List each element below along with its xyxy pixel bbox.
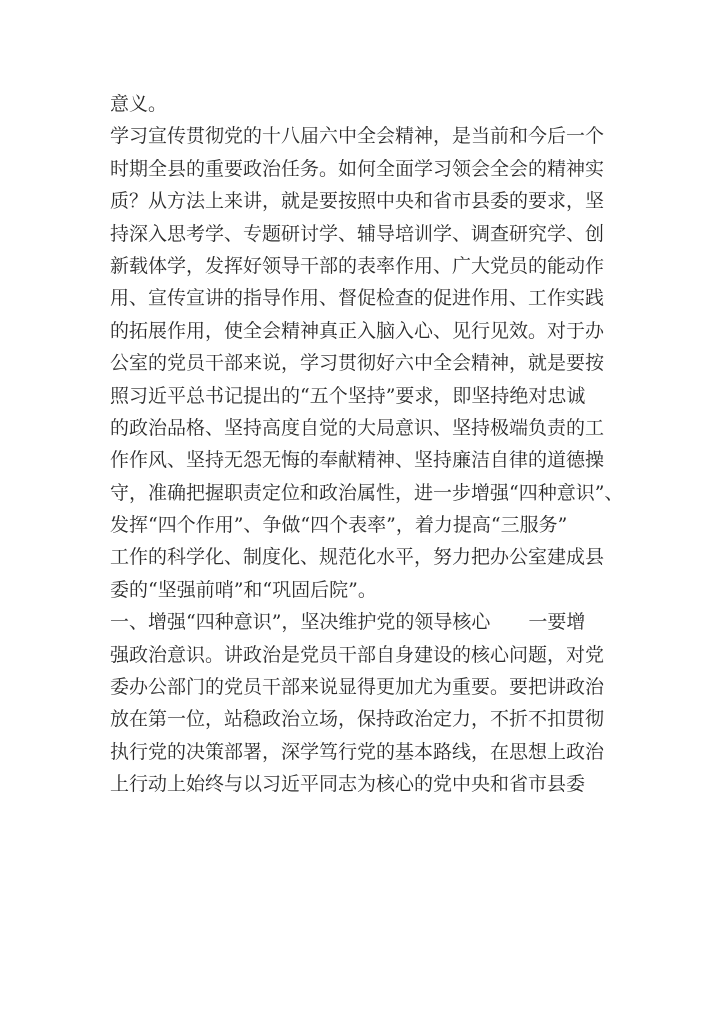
- text-line: 质？从方法上来讲，就是要按照中央和省市县委的要求，坚: [110, 190, 605, 213]
- text-line: 强政治意识。讲政治是党员干部自身建设的核心问题，对党: [110, 643, 605, 666]
- section-heading-line: 一、增强“四种意识”，坚决维护党的领导核心 一要增: [110, 611, 586, 634]
- text-line: 用、宣传宣讲的指导作用、督促检查的促进作用、工作实践: [110, 287, 605, 310]
- text-line: 放在第一位，站稳政治立场，保持政治定力，不折不扣贯彻: [110, 708, 605, 731]
- text-line: 执行党的决策部署，深学笃行党的基本路线，在思想上政治: [110, 740, 605, 763]
- text-line: 意义。: [110, 93, 168, 115]
- text-line: 照习近平总书记提出的“五个坚持”要求，即坚持绝对忠诚: [110, 384, 586, 407]
- text-line: 作作风、坚持无怨无悔的奉献精神、坚持廉洁自律的道德操: [110, 449, 605, 472]
- text-line: 工作的科学化、制度化、规范化水平，努力把办公室建成县: [110, 546, 605, 569]
- text-line: 守，准确把握职责定位和政治属性，进一步增强“四种意识”、: [110, 481, 624, 504]
- text-line: 持深入思考学、专题研讨学、辅导培训学、调查研究学、创: [110, 222, 605, 245]
- text-line: 发挥“四个作用”、争做“四个表率”，着力提高“三服务”: [110, 514, 568, 537]
- text-line: 学习宣传贯彻党的十八届六中全会精神，是当前和今后一个: [110, 125, 605, 148]
- text-line: 委的“坚强前哨”和“巩固后院”。: [110, 578, 377, 601]
- text-line: 的拓展作用，使全会精神真正入脑入心、见行见效。对于办: [110, 319, 605, 342]
- text-line: 时期全县的重要政治任务。如何全面学习领会全会的精神实: [110, 157, 605, 180]
- text-line: 的政治品格、坚持高度自觉的大局意识、坚持极端负责的工: [110, 416, 605, 439]
- document-body: [110, 88, 624, 801]
- text-line: 公室的党员干部来说，学习贯彻好六中全会精神，就是要按: [110, 352, 605, 375]
- text-line: 上行动上始终与以习近平同志为核心的党中央和省市县委: [110, 773, 586, 796]
- text-line: 新载体学，发挥好领导干部的表率作用、广大党员的能动作: [110, 254, 605, 277]
- text-line: 委办公部门的党员干部来说显得更加尤为重要。要把讲政治: [110, 676, 605, 699]
